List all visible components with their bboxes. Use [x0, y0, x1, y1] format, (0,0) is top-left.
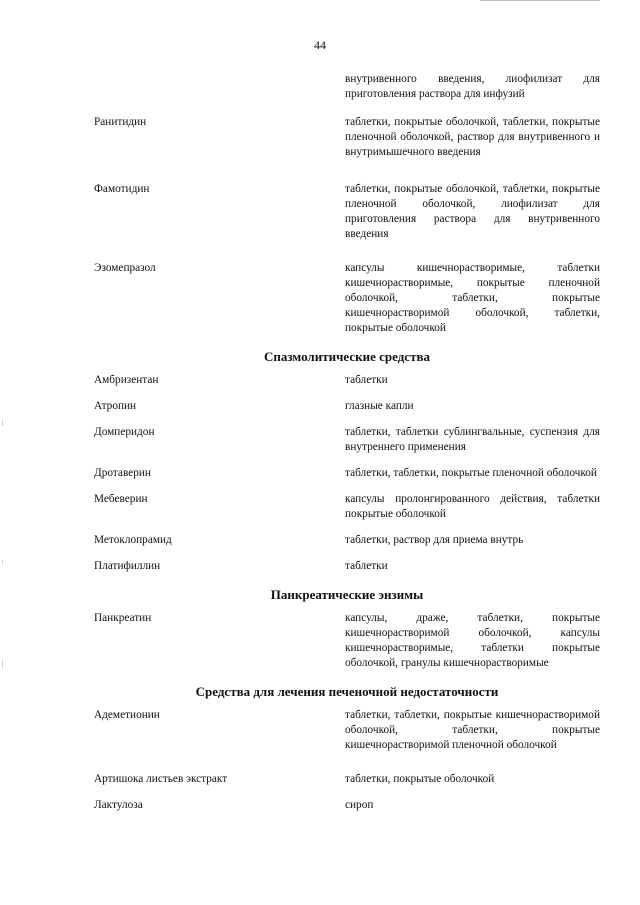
table-row	[94, 425, 600, 455]
drug-name: Атропин	[94, 400, 137, 412]
table-row	[94, 798, 600, 813]
table-row	[94, 772, 600, 787]
section-heading: Панкреатические энзимы	[270, 587, 424, 602]
table-row	[94, 466, 600, 481]
dosage-forms: капсулы кишечнорастворимые, таблетки кишечнорастворимые, покрытые пленочной оболочкой, таблетки, покрытые кишечнорастворимой оболочкой, таблетки, покрытые оболочкой	[345, 262, 600, 334]
table-row	[94, 559, 600, 574]
dosage-forms: глазные капли	[345, 400, 414, 412]
drug-name: Домперидон	[94, 426, 155, 438]
page-number: 44	[314, 38, 326, 52]
scan-artifact	[2, 420, 3, 426]
table-row	[94, 182, 600, 242]
drug-table	[94, 72, 600, 813]
dosage-forms: внутривенного введения, лиофилизат для приготовления раствора для инфузий	[345, 73, 600, 100]
drug-name: Эзомепразол	[94, 262, 156, 274]
table-row	[94, 611, 600, 671]
table-row	[94, 115, 600, 160]
dosage-forms: таблетки	[345, 374, 388, 386]
drug-name: Мебеверин	[94, 493, 148, 505]
dosage-forms: таблетки, таблетки сублингвальные, суспензия для внутреннего применения	[345, 426, 600, 453]
drug-name: Ранитидин	[94, 116, 147, 128]
dosage-forms: таблетки, таблетки, покрытые кишечнорастворимой оболочкой, таблетки, покрытые кишечнорастворимой пленочной оболочкой	[345, 709, 600, 751]
drug-name	[94, 72, 345, 102]
table-row	[94, 261, 600, 336]
drug-name: Фамотидин	[94, 183, 150, 195]
table-row	[94, 708, 600, 753]
dosage-forms: таблетки	[345, 560, 388, 572]
dosage-forms: капсулы, драже, таблетки, покрытые кишечнорастворимой оболочкой, капсулы кишечнорастворимые, таблетки покрытые оболочкой, гранулы кишечнорастворимые	[345, 612, 600, 669]
section-heading: Средства для лечения печеночной недостаточности	[195, 684, 499, 699]
table-row	[94, 492, 600, 522]
continuation-row	[94, 72, 600, 102]
table-row	[94, 399, 600, 414]
dosage-forms: капсулы пролонгированного действия, таблетки покрытые оболочкой	[345, 493, 600, 520]
dosage-forms: таблетки, покрытые оболочкой, таблетки, покрытые пленочной оболочкой, раствор для внутривенного и внутримышечного введения	[345, 116, 600, 158]
scan-artifact	[480, 0, 600, 3]
drug-name: Дротаверин	[94, 467, 151, 479]
dosage-forms: таблетки, покрытые оболочкой	[345, 773, 495, 785]
drug-name: Адеметионин	[94, 709, 160, 721]
drug-name: Платифиллин	[94, 560, 161, 572]
scan-artifact	[2, 560, 3, 564]
dosage-forms: сироп	[345, 799, 374, 811]
drug-name: Панкреатин	[94, 612, 152, 624]
dosage-forms: таблетки, таблетки, покрытые пленочной оболочкой	[345, 467, 597, 479]
dosage-forms: таблетки, раствор для приема внутрь	[345, 534, 524, 546]
table-row	[94, 533, 600, 548]
section-heading: Спазмолитические средства	[264, 349, 430, 364]
drug-name: Артишока листьев экстракт	[94, 773, 228, 785]
table-row	[94, 373, 600, 388]
drug-name: Амбризентан	[94, 374, 159, 386]
scan-artifact	[2, 660, 3, 668]
dosage-forms: таблетки, покрытые оболочкой, таблетки, покрытые пленочной оболочкой, лиофилизат для приготовления раствора для внутривенного введения	[345, 183, 600, 240]
drug-name: Лактулоза	[94, 799, 143, 811]
drug-name: Метоклопрамид	[94, 534, 172, 546]
